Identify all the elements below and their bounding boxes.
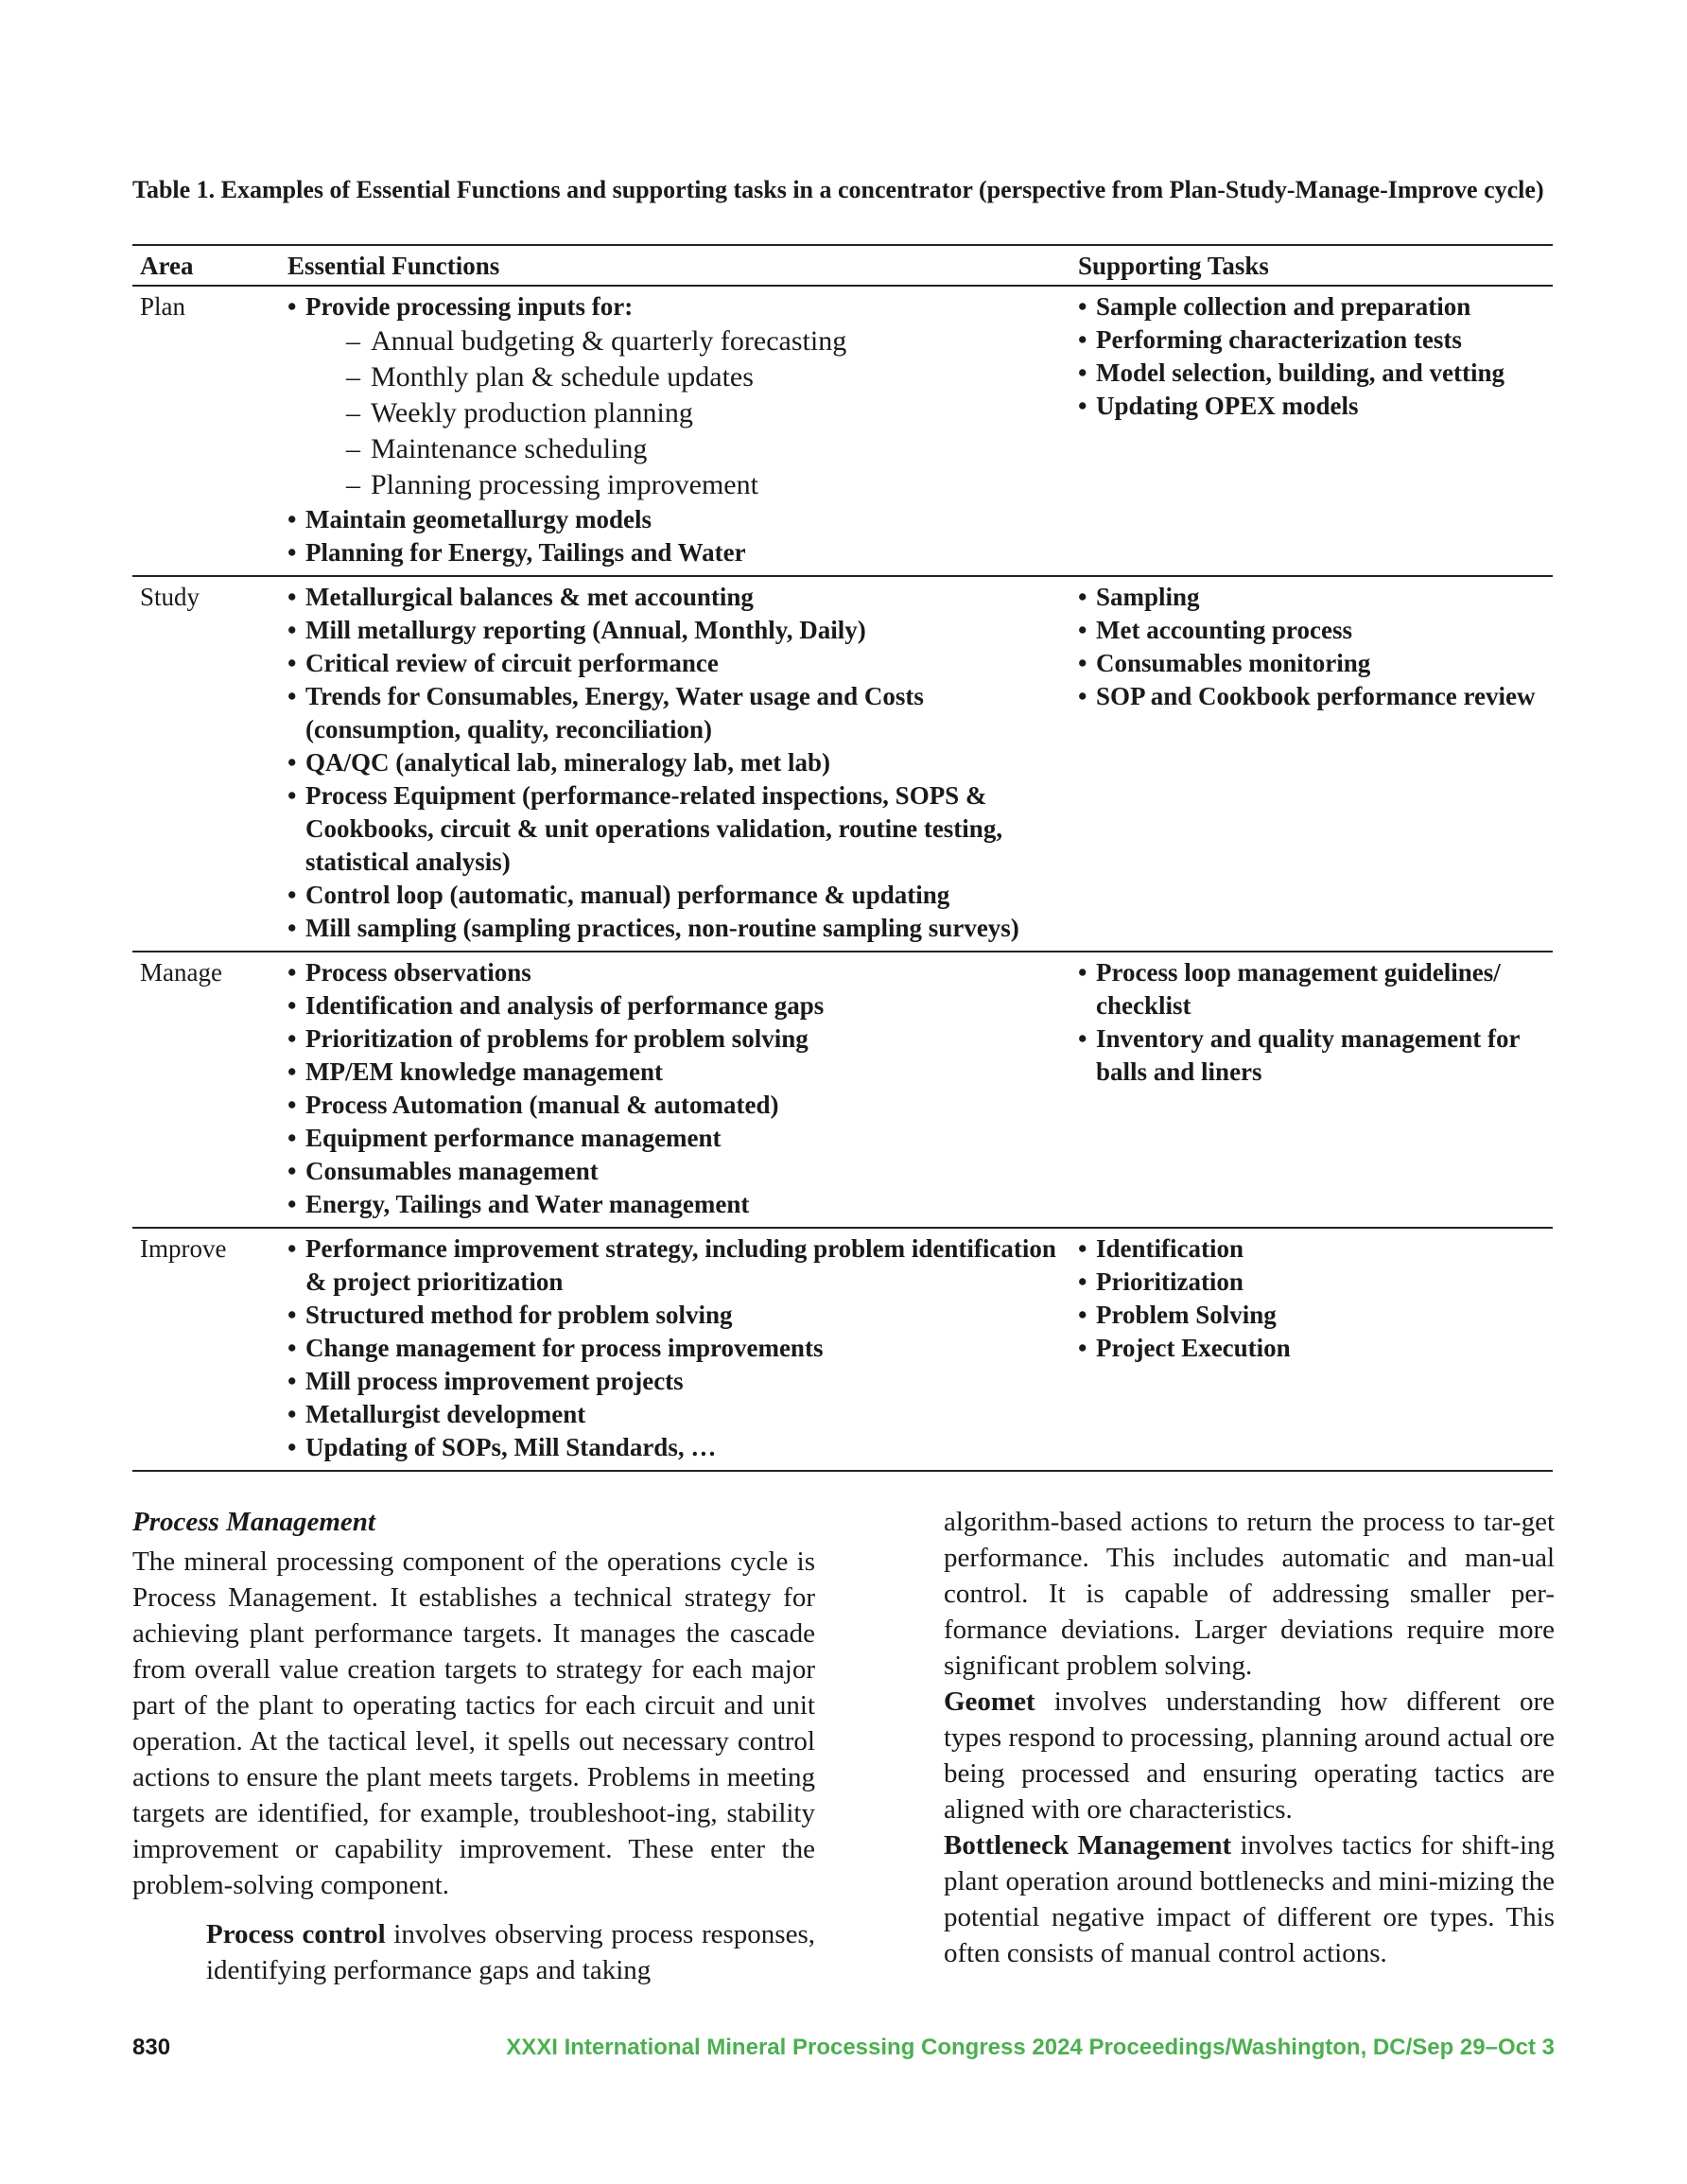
bottleneck-text: involves tactics for shift-ing plant operation around bottlenecks and mini-mizing the potential negative impact of different ore types. This often consists of manual control actions. [944, 1830, 1555, 1968]
table-row-study [132, 576, 1553, 952]
list-item: • Process Equipment (performance-related inspections, SOPS & Cookbooks, circuit & unit operations validation, routine testing, statistical analysis) [287, 779, 1063, 879]
continuation-paragraph: algorithm-based actions to return the process to tar-get performance. This includes automatic and man-ual control. It is capable of addressing smaller per-formance deviations. Larger deviations require more significant problem solving. [944, 1507, 1555, 1681]
list-item: • Mill metallurgy reporting (Annual, Monthly, Daily) [287, 614, 1063, 647]
conference-name: XXXI International Mineral Processing Congress 2024 Proceedings/Washington, DC/Sep 29–Oct 3 [506, 2035, 1555, 2060]
functions-cell [280, 286, 1070, 576]
list-item: • Provide processing inputs for: [287, 290, 1063, 323]
list-item: • SOP and Cookbook performance review [1078, 680, 1545, 713]
list-item: • Identification [1078, 1232, 1545, 1266]
list-item: • Process observations [287, 956, 1063, 989]
table-header-row [132, 245, 1553, 286]
functions-cell [280, 576, 1070, 952]
table-row-improve [132, 1228, 1553, 1471]
tasks-list [1078, 956, 1545, 1089]
list-item: • Updating of SOPs, Mill Standards, … [287, 1431, 1063, 1464]
list-item: • Performing characterization tests [1078, 323, 1545, 357]
list-item: • Model selection, building, and vetting [1078, 357, 1545, 390]
area-cell: Manage [132, 952, 280, 1228]
header-supporting-tasks: Supporting Tasks [1070, 245, 1553, 286]
list-item: • Sample collection and preparation [1078, 290, 1545, 323]
tasks-cell [1070, 1228, 1553, 1471]
tasks-list [1078, 290, 1545, 423]
functions-list [287, 956, 1063, 1221]
page-footer [132, 2034, 1555, 2062]
list-item: • Change management for process improvements [287, 1332, 1063, 1365]
list-item: • Equipment performance management [287, 1122, 1063, 1155]
list-item: • Performance improvement strategy, including problem identification & project prioritization [287, 1232, 1063, 1299]
header-essential-functions: Essential Functions [280, 245, 1070, 286]
list-item: • Trends for Consumables, Energy, Water usage and Costs (consumption, quality, reconciliation) [287, 680, 1063, 746]
list-item: – Weekly production planning [346, 395, 1063, 431]
table-row-manage [132, 952, 1553, 1228]
list-item: • Updating OPEX models [1078, 390, 1545, 423]
tasks-cell [1070, 952, 1553, 1228]
list-item: – Monthly plan & schedule updates [346, 359, 1063, 395]
list-item: • Critical review of circuit performance [287, 647, 1063, 680]
term-process-control: Process control [206, 1919, 386, 1949]
functions-list [287, 290, 1063, 323]
area-cell: Improve [132, 1228, 280, 1471]
right-column [944, 1504, 1555, 1971]
list-item: • Mill process improvement projects [287, 1365, 1063, 1398]
list-item: • Consumables management [287, 1155, 1063, 1188]
essential-functions-table [132, 244, 1553, 1472]
functions-list [287, 503, 1063, 569]
list-item: • Consumables monitoring [1078, 647, 1545, 680]
list-item: • Sampling [1078, 581, 1545, 614]
area-cell: Study [132, 576, 280, 952]
list-item: • Maintain geometallurgy models [287, 503, 1063, 536]
functions-list [287, 1232, 1063, 1464]
functions-cell [280, 1228, 1070, 1471]
term-bottleneck-management: Bottleneck Management [944, 1830, 1232, 1861]
table-row-plan [132, 286, 1553, 576]
list-item: • Metallurgist development [287, 1398, 1063, 1431]
table-caption: Table 1. Examples of Essential Functions and supporting tasks in a concentrator (perspective from Plan-Study-Manage-Improve cycle) [132, 176, 1544, 203]
list-item: • Control loop (automatic, manual) performance & updating [287, 879, 1063, 912]
section-heading: Process Management [132, 1507, 375, 1537]
bottleneck-paragraph [944, 1827, 1555, 1971]
list-item: • MP/EM knowledge management [287, 1056, 1063, 1089]
process-control-paragraph [206, 1916, 815, 1988]
list-item: – Maintenance scheduling [346, 431, 1063, 467]
list-item: • Prioritization [1078, 1266, 1545, 1299]
sub-functions-list [287, 323, 1063, 503]
list-item: • Inventory and quality management for balls and liners [1078, 1022, 1545, 1089]
list-item: – Planning processing improvement [346, 467, 1063, 503]
list-item: – Annual budgeting & quarterly forecasting [346, 323, 1063, 359]
tasks-cell [1070, 286, 1553, 576]
page-number: 830 [132, 2035, 171, 2060]
geomet-paragraph [944, 1684, 1555, 1827]
list-item: • Met accounting process [1078, 614, 1545, 647]
process-control-text: involves observing process responses, identifying performance gaps and taking [206, 1919, 815, 1985]
list-item: • Process Automation (manual & automated) [287, 1089, 1063, 1122]
area-cell: Plan [132, 286, 280, 576]
term-geomet: Geomet [944, 1686, 1035, 1717]
list-item: • Energy, Tailings and Water management [287, 1188, 1063, 1221]
list-item: • QA/QC (analytical lab, mineralogy lab, met lab) [287, 746, 1063, 779]
list-item: • Planning for Energy, Tailings and Water [287, 536, 1063, 569]
list-item: • Metallurgical balances & met accounting [287, 581, 1063, 614]
functions-cell [280, 952, 1070, 1228]
list-item: • Problem Solving [1078, 1299, 1545, 1332]
header-area: Area [132, 245, 280, 286]
body-paragraph: The mineral processing component of the operations cycle is Process Management. It establishes a technical strategy for achieving plant performance targets. It manages the cascade from overall value creation targets to strategy for each major part of the plant to operating tactics for each circuit and unit operation. At the tactical level, it spells out necessary control actions to ensure the plant meets targets. Problems in meeting targets are identified, for example, troubleshoot-ing, stability improvement or capability improvement. These enter the problem-solving component. [132, 1546, 815, 1900]
functions-list [287, 581, 1063, 945]
list-item: • Process loop management guidelines/ checklist [1078, 956, 1545, 1022]
list-item: • Prioritization of problems for problem solving [287, 1022, 1063, 1056]
tasks-cell [1070, 576, 1553, 952]
left-column [132, 1504, 815, 1988]
list-item: • Identification and analysis of performance gaps [287, 989, 1063, 1022]
tasks-list [1078, 581, 1545, 713]
geomet-text: involves understanding how different ore types respond to processing, planning around actual ore being processed and ensuring operating tactics are aligned with ore characteristics. [944, 1686, 1555, 1825]
list-item: • Structured method for problem solving [287, 1299, 1063, 1332]
list-item: • Project Execution [1078, 1332, 1545, 1365]
list-item: • Mill sampling (sampling practices, non-routine sampling surveys) [287, 912, 1063, 945]
tasks-list [1078, 1232, 1545, 1365]
